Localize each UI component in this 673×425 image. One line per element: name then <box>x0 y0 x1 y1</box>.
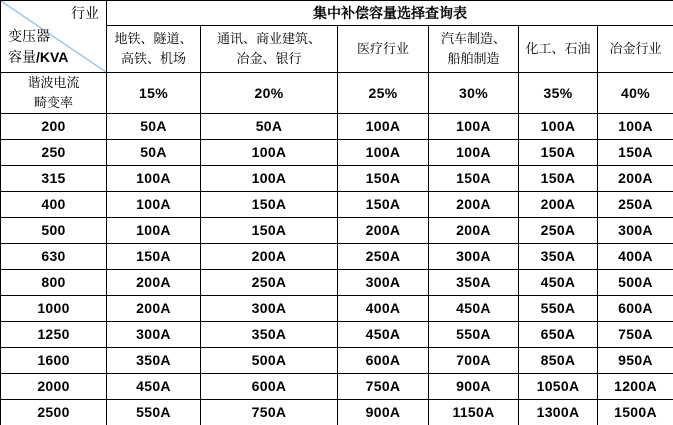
value-cell: 100A <box>338 140 429 166</box>
value-cell: 150A <box>519 140 598 166</box>
value-cell: 450A <box>107 374 201 400</box>
value-cell: 150A <box>429 166 519 192</box>
kva-cell: 2500 <box>1 400 107 425</box>
value-cell: 1500A <box>598 400 673 425</box>
kva-cell: 200 <box>1 114 107 140</box>
value-cell: 900A <box>338 400 429 425</box>
value-cell: 1300A <box>519 400 598 425</box>
value-cell: 600A <box>598 296 673 322</box>
value-cell: 600A <box>201 374 338 400</box>
value-cell: 100A <box>429 114 519 140</box>
value-cell: 650A <box>519 322 598 348</box>
value-cell: 300A <box>598 218 673 244</box>
industry-header-metallurgy: 冶金行业 <box>598 26 673 73</box>
value-cell: 550A <box>519 296 598 322</box>
kva-cell: 500 <box>1 218 107 244</box>
kva-cell: 800 <box>1 270 107 296</box>
table-row <box>1 322 673 348</box>
value-cell: 200A <box>598 166 673 192</box>
value-cell: 250A <box>338 244 429 270</box>
table-row <box>1 166 673 192</box>
transformer-label-line1: 变压器 <box>8 28 50 44</box>
value-cell: 1150A <box>429 400 519 425</box>
value-cell: 200A <box>107 270 201 296</box>
table-row <box>1 374 673 400</box>
value-cell: 300A <box>107 322 201 348</box>
table-row <box>1 296 673 322</box>
distortion-pct: 15% <box>107 73 201 114</box>
value-cell: 700A <box>429 348 519 374</box>
value-cell: 100A <box>429 140 519 166</box>
table-title: 集中补偿容量选择查询表 <box>107 1 673 26</box>
kva-cell: 400 <box>1 192 107 218</box>
industry-header-automotive: 汽车制造、 船舶制造 <box>429 26 519 73</box>
value-cell: 100A <box>107 218 201 244</box>
value-cell: 950A <box>598 348 673 374</box>
table-row <box>1 114 673 140</box>
value-cell: 500A <box>598 270 673 296</box>
value-cell: 150A <box>338 192 429 218</box>
table-row <box>1 400 673 425</box>
value-cell: 500A <box>201 348 338 374</box>
value-cell: 50A <box>107 140 201 166</box>
kva-cell: 250 <box>1 140 107 166</box>
value-cell: 150A <box>598 140 673 166</box>
kva-cell: 1250 <box>1 322 107 348</box>
value-cell: 350A <box>107 348 201 374</box>
value-cell: 200A <box>107 296 201 322</box>
distortion-pct: 40% <box>598 73 673 114</box>
value-cell: 200A <box>519 192 598 218</box>
value-cell: 100A <box>519 114 598 140</box>
kva-cell: 1000 <box>1 296 107 322</box>
value-cell: 100A <box>338 114 429 140</box>
value-cell: 550A <box>429 322 519 348</box>
kva-cell: 315 <box>1 166 107 192</box>
value-cell: 850A <box>519 348 598 374</box>
value-cell: 250A <box>519 218 598 244</box>
value-cell: 100A <box>201 140 338 166</box>
value-cell: 150A <box>201 218 338 244</box>
corner-header-cell <box>1 1 107 73</box>
value-cell: 50A <box>107 114 201 140</box>
value-cell: 250A <box>201 270 338 296</box>
value-cell: 300A <box>201 296 338 322</box>
industry-header-telecom: 通讯、商业建筑、 冶金、银行 <box>201 26 338 73</box>
value-cell: 400A <box>338 296 429 322</box>
table-row <box>1 348 673 374</box>
value-cell: 550A <box>107 400 201 425</box>
value-cell: 350A <box>429 270 519 296</box>
value-cell: 100A <box>201 166 338 192</box>
table-row <box>1 270 673 296</box>
table-row <box>1 218 673 244</box>
industry-header-chemical: 化工、石油 <box>519 26 598 73</box>
transformer-label-line2: 容量/KVA <box>8 49 69 65</box>
kva-cell: 630 <box>1 244 107 270</box>
value-cell: 400A <box>598 244 673 270</box>
value-cell: 50A <box>201 114 338 140</box>
value-cell: 450A <box>519 270 598 296</box>
value-cell: 750A <box>338 374 429 400</box>
table-row <box>1 140 673 166</box>
industry-header-metro: 地铁、隧道、 高铁、机场 <box>107 26 201 73</box>
value-cell: 450A <box>338 322 429 348</box>
table-row <box>1 244 673 270</box>
value-cell: 450A <box>429 296 519 322</box>
value-cell: 200A <box>201 244 338 270</box>
value-cell: 1050A <box>519 374 598 400</box>
distortion-pct: 35% <box>519 73 598 114</box>
value-cell: 100A <box>107 192 201 218</box>
table-row <box>1 192 673 218</box>
value-cell: 750A <box>598 322 673 348</box>
kva-cell: 2000 <box>1 374 107 400</box>
distortion-pct: 20% <box>201 73 338 114</box>
harmonic-distortion-label: 谐波电流 畸变率 <box>1 73 107 114</box>
value-cell: 350A <box>201 322 338 348</box>
distortion-pct: 30% <box>429 73 519 114</box>
distortion-pct: 25% <box>338 73 429 114</box>
value-cell: 350A <box>519 244 598 270</box>
value-cell: 200A <box>429 218 519 244</box>
value-cell: 200A <box>429 192 519 218</box>
value-cell: 100A <box>598 114 673 140</box>
value-cell: 600A <box>338 348 429 374</box>
value-cell: 150A <box>107 244 201 270</box>
value-cell: 150A <box>201 192 338 218</box>
value-cell: 300A <box>429 244 519 270</box>
value-cell: 250A <box>598 192 673 218</box>
industry-axis-label: 行业 <box>71 5 99 21</box>
value-cell: 150A <box>519 166 598 192</box>
value-cell: 200A <box>338 218 429 244</box>
industry-header-medical: 医疗行业 <box>338 26 429 73</box>
value-cell: 1200A <box>598 374 673 400</box>
value-cell: 150A <box>338 166 429 192</box>
transformer-capacity-label <box>8 26 68 68</box>
value-cell: 900A <box>429 374 519 400</box>
value-cell: 100A <box>107 166 201 192</box>
kva-cell: 1600 <box>1 348 107 374</box>
value-cell: 750A <box>201 400 338 425</box>
value-cell: 300A <box>338 270 429 296</box>
kva-unit-label: /KVA <box>36 49 69 65</box>
